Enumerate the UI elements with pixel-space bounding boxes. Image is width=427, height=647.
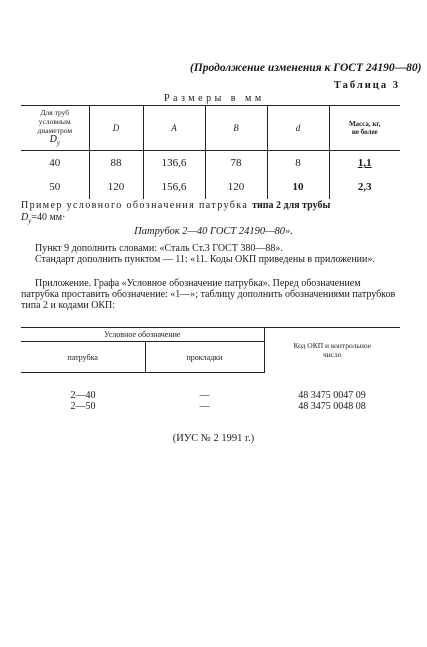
cell: — [199,401,210,412]
col-mass-header [329,106,400,151]
cell: — [199,390,210,401]
designation-group-header: Условное обозначение [21,328,264,342]
cell: 40 [49,157,61,169]
col0-line1: Для труб [40,108,70,117]
table-caption: Размеры в мм [164,93,265,104]
paragraph-item11: Стандарт дополнить пунктом — 11: «11. Коды ОКП приведены в приложении». [35,254,375,265]
cell: 120 [89,175,143,199]
cell: 10 [267,175,329,199]
example-title: Патрубок 2—40 ГОСТ 24190—80». [134,226,293,237]
col-pipe-diameter-header [21,106,89,151]
cell: 50 [49,181,61,193]
cell: 88 [89,151,143,176]
mass-line1: Масса, кг, [348,120,381,128]
col0-symbol: $D_y$ [49,134,60,147]
cell: 48 3475 0048 08 [298,401,366,412]
cell: 2—40 [70,390,96,401]
col0-line3: диаметром [37,126,73,135]
source-footer: (ИУС № 2 1991 г.) [172,433,255,444]
okp-table [21,327,400,412]
example-line2: $D_y=40$ мм· [21,212,66,225]
cell: 2,3 [329,175,400,199]
gasket-header: прокладки [145,342,264,373]
cell: 78 [205,151,267,176]
col-D-header: D [89,106,143,151]
col-B-header: B [205,106,267,151]
cell: 2—50 [70,401,96,412]
paragraph-appendix: Приложение. Графа «Условное обозначение патрубка». Перед обозначением патрубка проставить обозначение: «1—»; таблицу дополнить обозначениями патрубков типа 2 и кодами ОКП: [21,278,396,311]
cell: 120 [205,175,267,199]
table-row [21,151,400,176]
table-row [21,373,400,402]
paragraph-item9: Пункт 9 дополнить словами: «Сталь Ст.3 ГОСТ 380—88». [35,243,283,254]
col-d-header: d [267,106,329,151]
example-line1: Пример условного обозначения патрубка типа 2 для трубы [21,200,331,211]
table-row [21,401,400,412]
okp-header-line2: число [322,350,342,360]
col0-line2: условным [38,117,71,126]
dimensions-table [21,105,400,199]
col-A-header: A [143,106,205,151]
cell: 136,6 [143,151,205,176]
cell: 48 3475 0047 09 [298,389,366,401]
table-row [21,175,400,199]
cell: 156,6 [143,175,205,199]
pipe-fitting-header: патрубка [21,342,145,373]
okp-code-header [264,328,400,373]
cell: 1,1 [329,151,400,176]
mass-line2: не более [351,128,378,136]
cell: 8 [267,151,329,176]
change-header: (Продолжение изменения к ГОСТ 24190—80) [190,62,422,74]
okp-header-line1: Код ОКП и контрольное [293,341,372,351]
table-number: Таблица 3 [333,80,400,91]
